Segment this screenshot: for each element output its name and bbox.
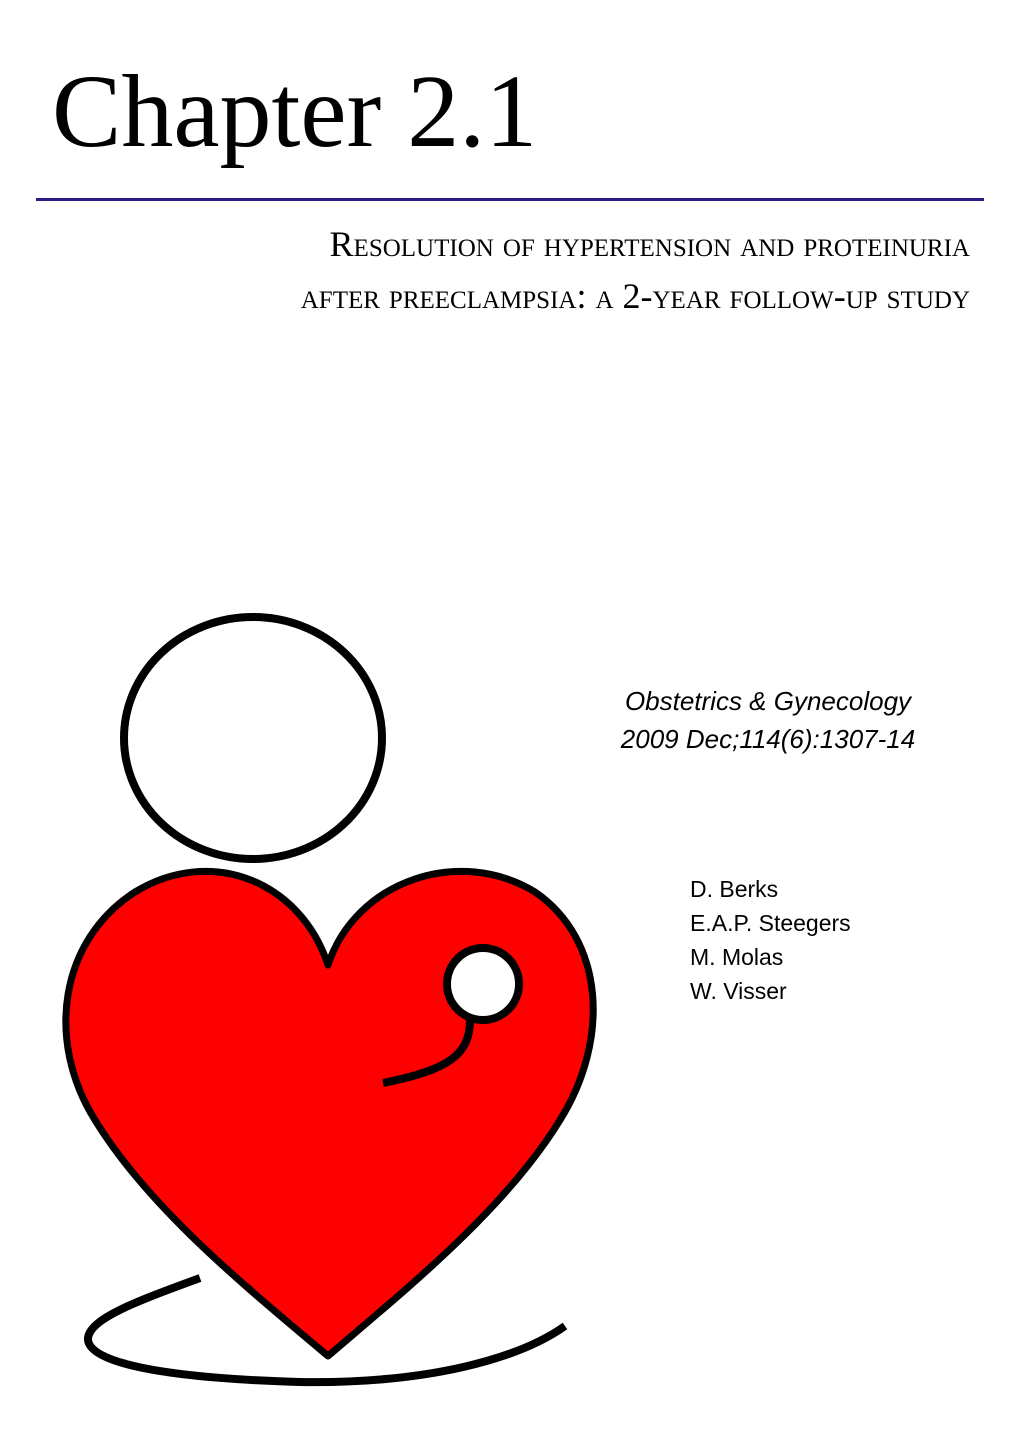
stethoscope-chestpiece bbox=[447, 948, 519, 1020]
author-name: M. Molas bbox=[690, 944, 784, 970]
heart-figure-with-stethoscope-icon bbox=[55, 605, 615, 1395]
author-name: W. Visser bbox=[690, 978, 787, 1004]
heart-shape bbox=[66, 871, 593, 1356]
journal-name: Obstetrics & Gynecology bbox=[624, 686, 912, 716]
head-circle bbox=[124, 617, 382, 859]
title-divider bbox=[36, 198, 984, 201]
subtitle-line-1: Resolution of hypertension and proteinuria bbox=[329, 224, 970, 264]
author-name: D. Berks bbox=[690, 876, 779, 902]
journal-reference: 2009 Dec;114(6):1307-14 bbox=[620, 724, 916, 754]
chapter-title: Chapter 2.1 bbox=[52, 54, 538, 169]
subtitle-line-2: after preeclampsia: a 2-year follow-up study bbox=[300, 276, 970, 316]
chapter-subtitle bbox=[70, 218, 970, 322]
citation bbox=[580, 682, 956, 758]
author-name: E.A.P. Steegers bbox=[690, 910, 851, 936]
author-list bbox=[690, 872, 970, 1008]
